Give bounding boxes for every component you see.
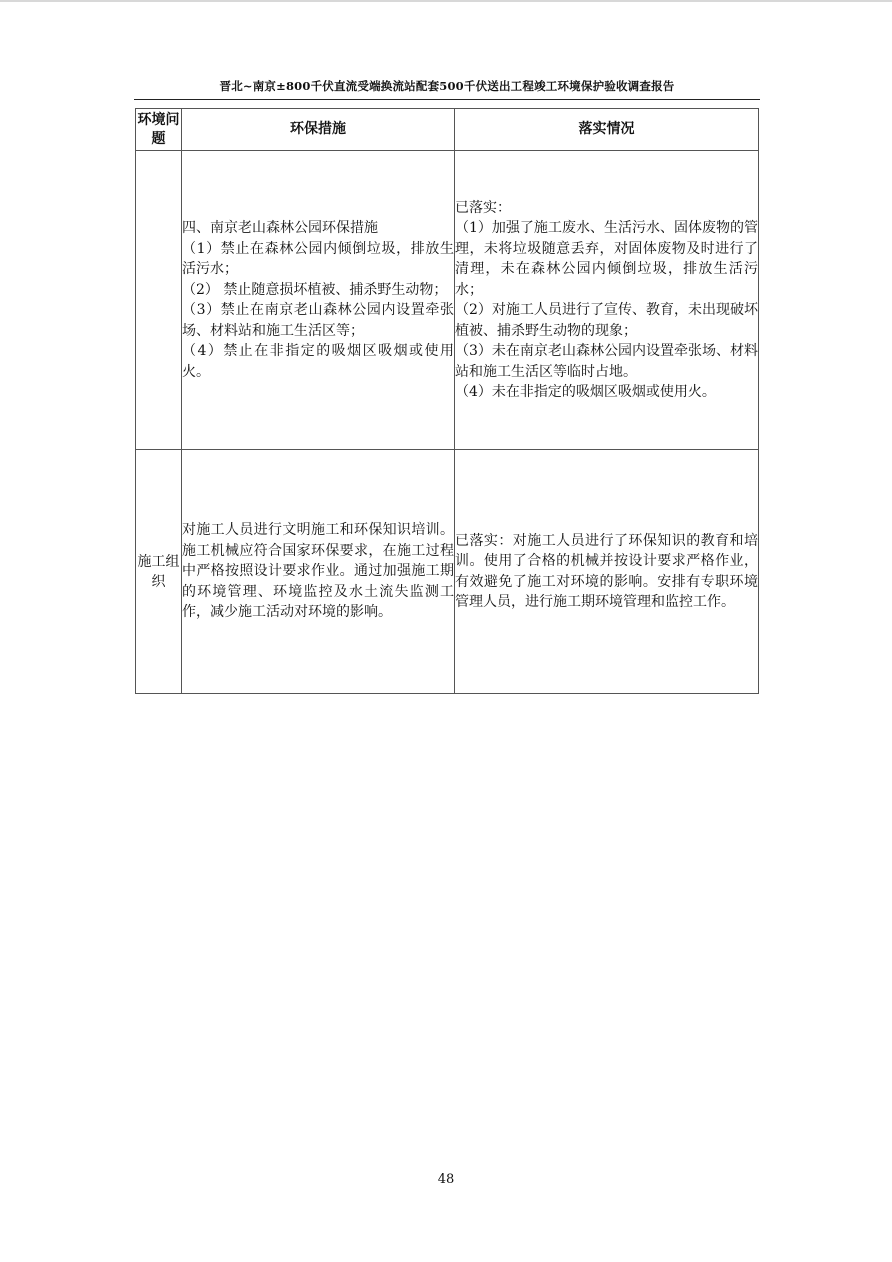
measures-item: （4）禁止在非指定的吸烟区吸烟或使用火。 — [182, 343, 454, 380]
implementation-status: 已落实： — [455, 199, 511, 216]
measures-item: （3）禁止在南京老山森林公园内设置牵张场、材料站和施工生活区等； — [182, 302, 454, 339]
row-issue-cell — [136, 151, 182, 450]
implementation-item: （4）未在非指定的吸烟区吸烟或使用火。 — [455, 384, 716, 400]
header-rule — [134, 99, 760, 100]
measures-item: （2） 禁止随意损坏植被、捕杀野生动物； — [182, 281, 448, 298]
table-header-row — [136, 109, 759, 151]
running-header: 晋北~南京±800千伏直流受端换流站配套500千伏送出工程竣工环境保护验收调查报告 — [219, 79, 675, 93]
column-header-measures: 环保措施 — [182, 109, 455, 151]
environmental-measures-table — [135, 108, 759, 694]
column-header-implementation: 落实情况 — [455, 109, 759, 151]
page-number: 48 — [437, 1172, 455, 1187]
table-row — [136, 450, 759, 694]
table-row — [136, 151, 759, 450]
measures-text: 对施工人员进行文明施工和环保知识培训。施工机械应符合国家环保要求，在施工过程中严格按照设计要求作业。通过加强施工期的环境管理、环境监控及水土流失监测工作，减少施工活动对环境的影响。 — [182, 522, 454, 621]
implementation-item: （2）对施工人员进行了宣传、教育，未出现破坏植被、捕杀野生动物的现象； — [455, 302, 758, 339]
implementation-text: 已落实：对施工人员进行了环保知识的教育和培训。使用了合格的机械并按设计要求严格作业，有效避免了施工对环境的影响。安排有专职环境管理人员，进行施工期环境管理和监控工作。 — [455, 532, 758, 610]
row-issue-cell: 施工组织 — [136, 450, 182, 694]
column-header-issue: 环境问题 — [136, 109, 182, 151]
row-implementation-cell — [455, 151, 759, 450]
implementation-item: （1）加强了施工废水、生活污水、固体废物的管理，未将垃圾随意丢弃，对固体废物及时进行了清理，未在森林公园内倾倒垃圾，排放生活污水； — [455, 220, 758, 298]
row-measures-cell — [182, 151, 455, 450]
measures-item: （1）禁止在森林公园内倾倒垃圾，排放生活污水； — [182, 240, 454, 277]
row-implementation-cell — [455, 450, 759, 694]
measures-heading: 四、南京老山森林公园环保措施 — [182, 220, 378, 236]
implementation-item: （3）未在南京老山森林公园内设置牵张场、材料站和施工生活区等临时占地。 — [455, 343, 758, 380]
page-top-edge — [0, 0, 892, 2]
row-measures-cell — [182, 450, 455, 694]
